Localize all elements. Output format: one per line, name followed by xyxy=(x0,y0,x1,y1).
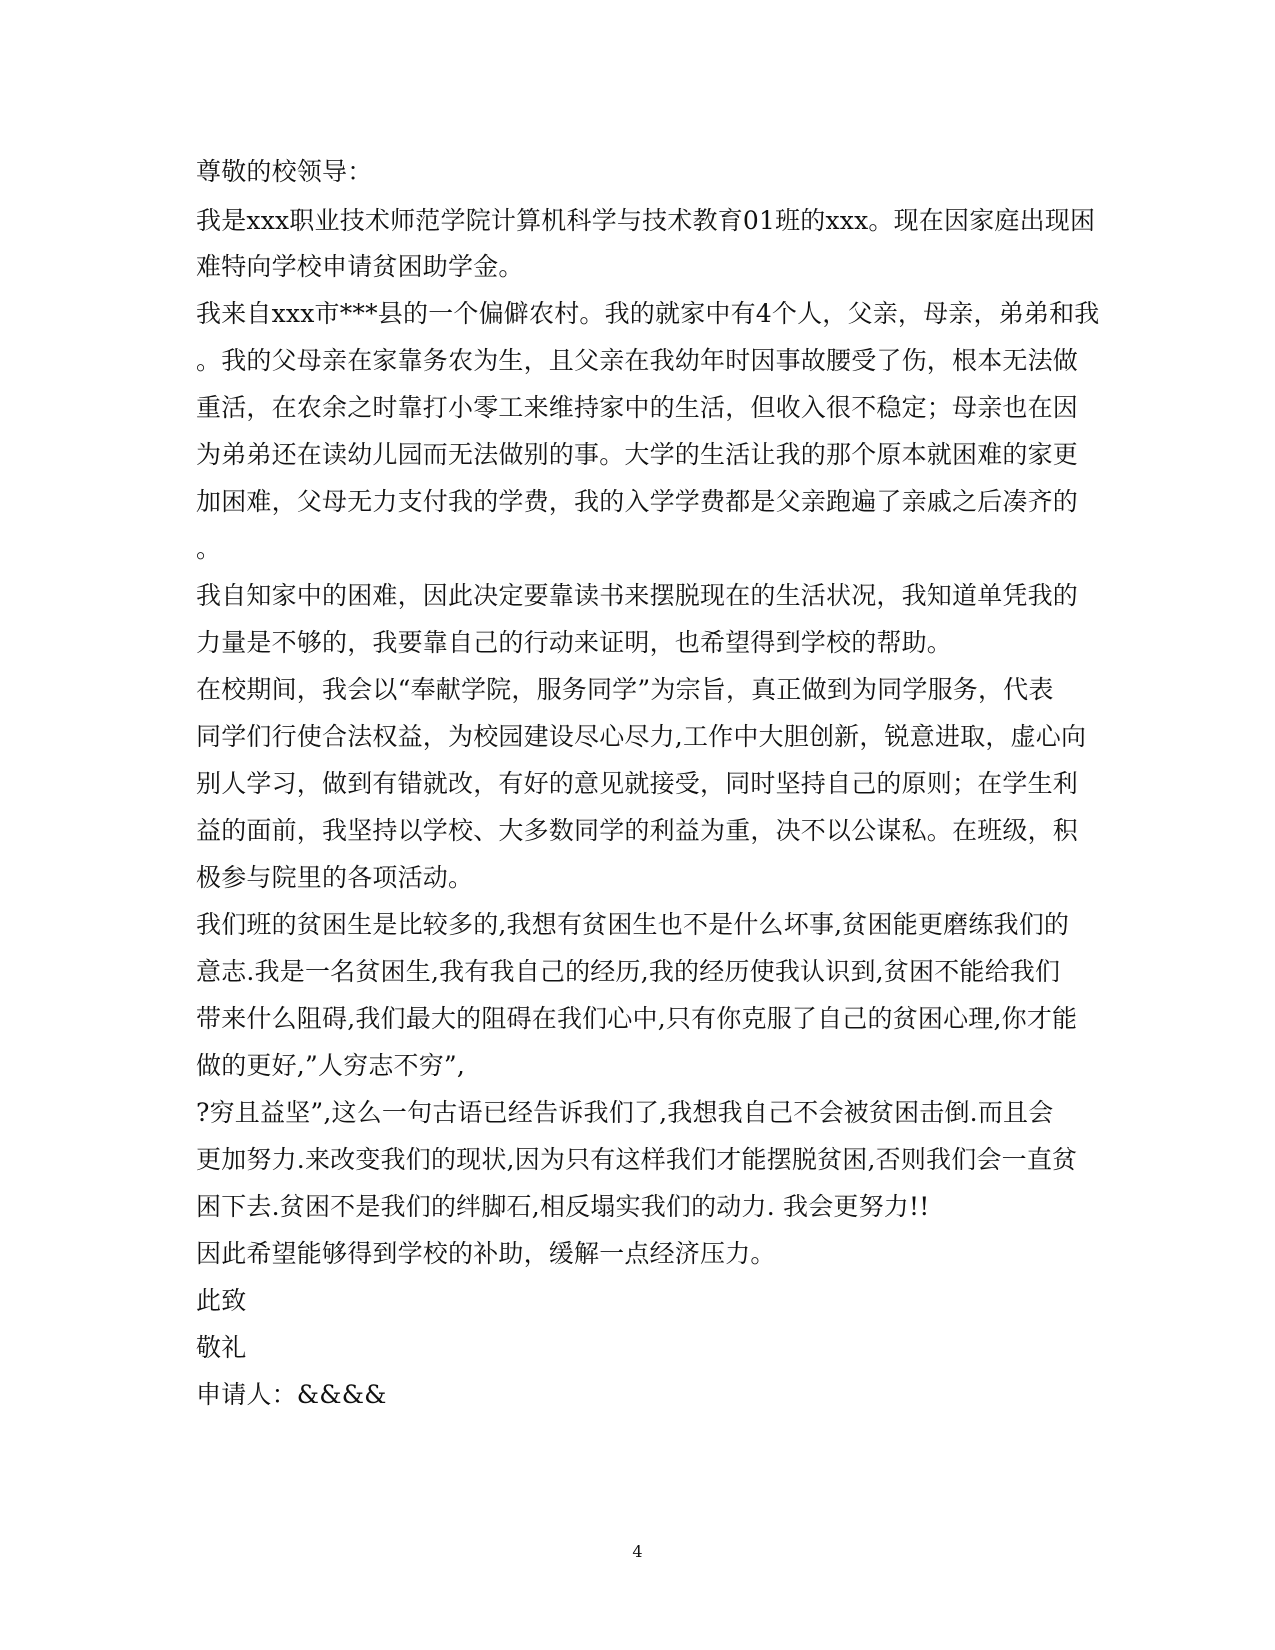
paragraph-line: 我们班的贫困生是比较多的,我想有贫困生也不是什么坏事,贫困能更磨练我们的 xyxy=(196,910,1070,939)
page-number: 4 xyxy=(632,1542,643,1561)
paragraph-line: 我自知家中的困难，因此决定要靠读书来摆脱现在的生活状况，我知道单凭我的 xyxy=(196,581,1079,610)
paragraph-line: 。 xyxy=(196,534,222,563)
applicant-signature: 申请人：&&&& xyxy=(196,1380,387,1409)
paragraph-line: 做的更好,”人穷志不穷”, xyxy=(196,1051,466,1080)
paragraph-line: 力量是不够的，我要靠自己的行动来证明，也希望得到学校的帮助。 xyxy=(196,628,953,657)
paragraph-line: 重活，在农余之时靠打小零工来维持家中的生活，但收入很不稳定；母亲也在因 xyxy=(196,393,1079,422)
paragraph-line: 在校期间，我会以“奉献学院，服务同学”为宗旨，真正做到为同学服务，代表 xyxy=(196,675,1054,704)
paragraph-line: 加困难，父母无力支付我的学费，我的入学学费都是父亲跑遍了亲戚之后凑齐的 xyxy=(196,487,1079,516)
closing-line: 此致 xyxy=(196,1286,247,1315)
closing-line: 敬礼 xyxy=(196,1333,247,1362)
paragraph-line: 别人学习，做到有错就改，有好的意见就接受，同时坚持自己的原则；在学生利 xyxy=(196,769,1079,798)
paragraph-line: 困下去.贫困不是我们的绊脚石,相反塌实我们的动力. 我会更努力!! xyxy=(196,1192,930,1221)
paragraph-line: 意志.我是一名贫困生,我有我自己的经历,我的经历使我认识到,贫困不能给我们 xyxy=(196,957,1061,986)
paragraph-line: 难特向学校申请贫困助学金。 xyxy=(196,252,524,281)
salutation: 尊敬的校领导： xyxy=(196,157,373,186)
paragraph-line: ?穷且益坚”,这么一句古语已经告诉我们了,我想我自己不会被贫困击倒.而且会 xyxy=(196,1098,1054,1127)
paragraph-line: 更加努力.来改变我们的现状,因为只有这样我们才能摆脱贫困,否则我们会一直贫 xyxy=(196,1145,1078,1174)
paragraph-line: 益的面前，我坚持以学校、大多数同学的利益为重，决不以公谋私。在班级，积 xyxy=(196,816,1079,845)
paragraph-line: 因此希望能够得到学校的补助，缓解一点经济压力。 xyxy=(196,1239,776,1268)
paragraph-line: 同学们行使合法权益，为校园建设尽心尽力,工作中大胆创新，锐意进取，虚心向 xyxy=(196,722,1087,751)
paragraph-line: 。我的父母亲在家靠务农为生，且父亲在我幼年时因事故腰受了伤，根本无法做 xyxy=(196,346,1079,375)
paragraph-line: 为弟弟还在读幼儿园而无法做别的事。大学的生活让我的那个原本就困难的家更 xyxy=(196,440,1079,469)
paragraph-line: 我是xxx职业技术师范学院计算机科学与技术教育01班的xxx。现在因家庭出现困 xyxy=(196,206,1096,235)
paragraph-line: 我来自xxx市***县的一个偏僻农村。我的就家中有4个人，父亲，母亲，弟弟和我 xyxy=(196,299,1100,328)
paragraph-line: 极参与院里的各项活动。 xyxy=(196,863,474,892)
paragraph-line: 带来什么阻碍,我们最大的阻碍在我们心中,只有你克服了自己的贫困心理,你才能 xyxy=(196,1004,1078,1033)
